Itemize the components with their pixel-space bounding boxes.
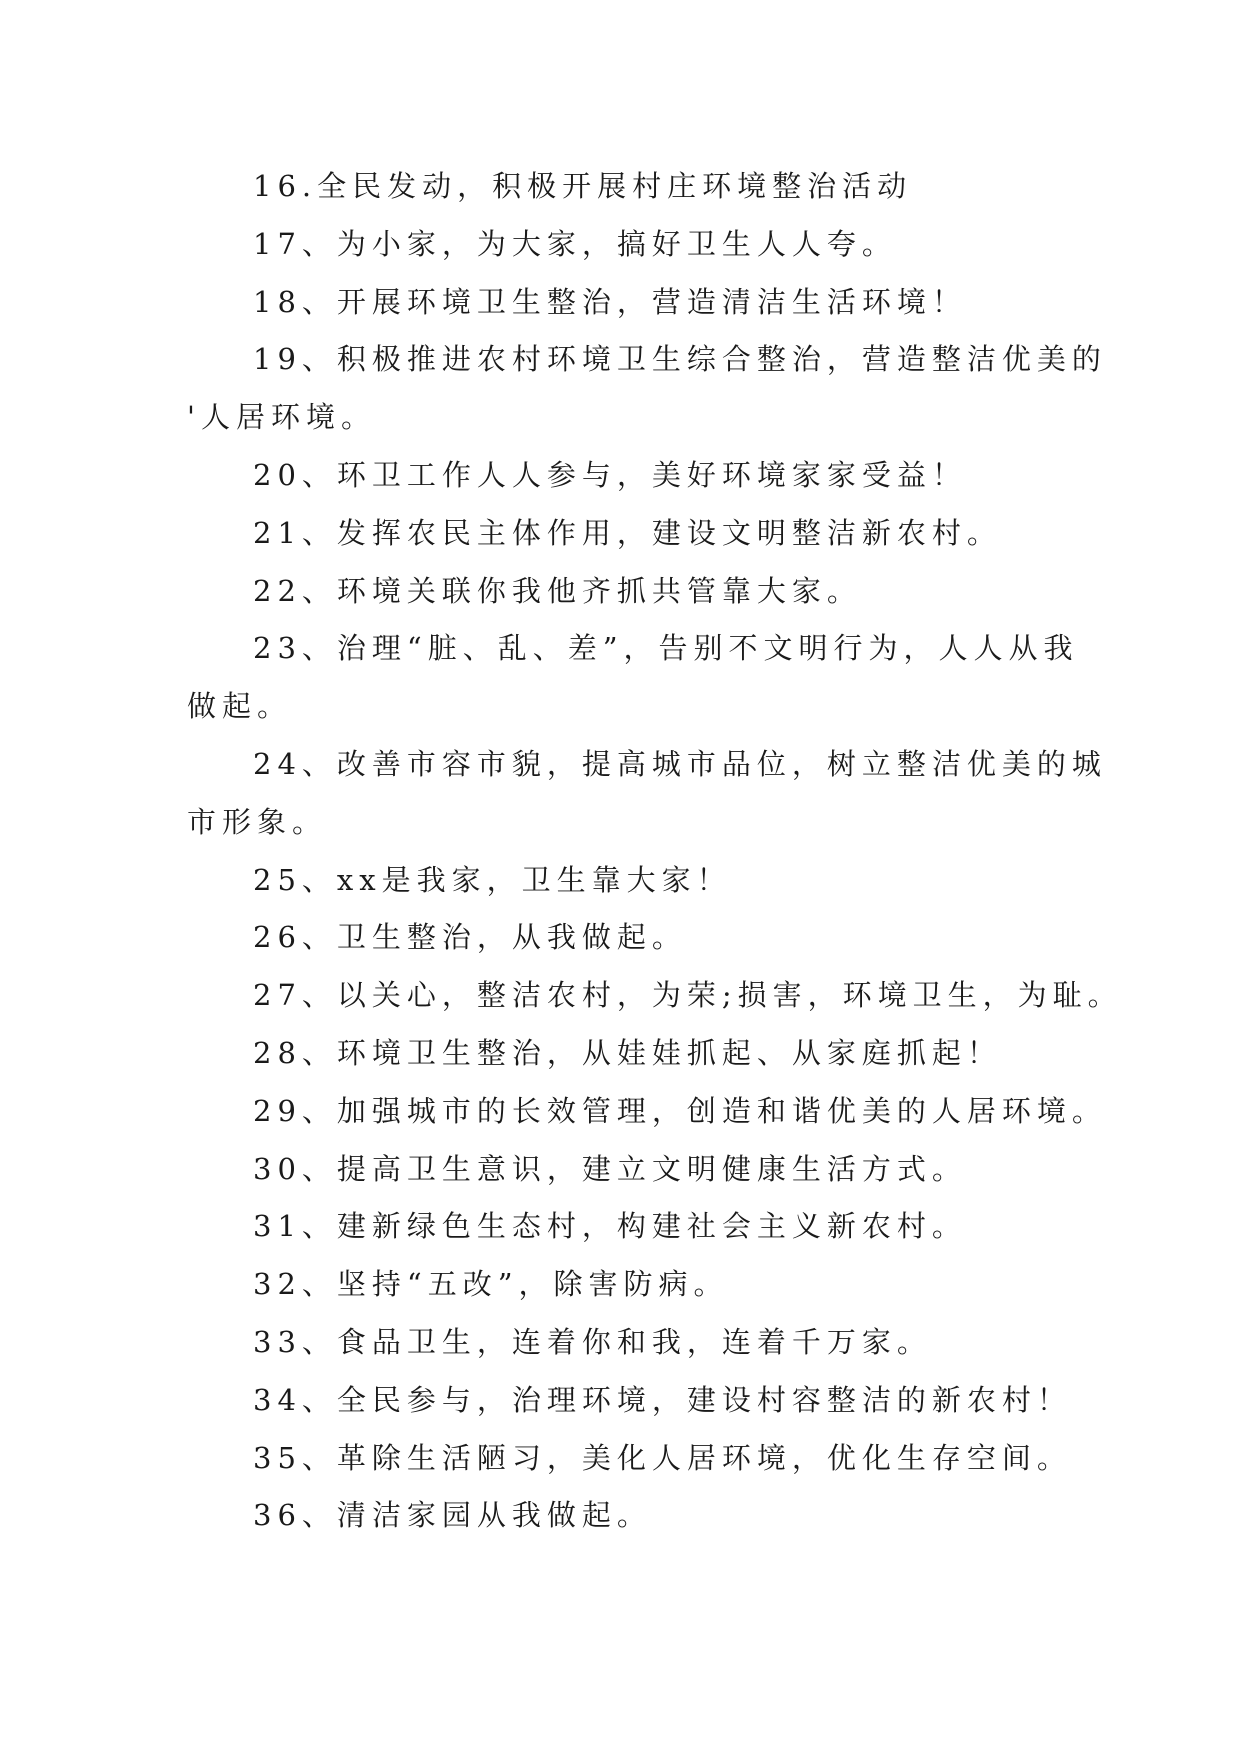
slogan-line: 36、清洁家园从我做起。 <box>253 1498 652 1533</box>
slogan-continuation-line: 做起。 <box>187 689 293 724</box>
slogan-line: 25、xx是我家，卫生靠大家！ <box>253 862 732 897</box>
slogan-line: 16.全民发动，积极开展村庄环境整治活动 <box>253 169 913 203</box>
slogan-line: 24、改善市容市貌，提高城市品位，树立整洁优美的城 <box>253 746 1107 781</box>
slogan-line: 22、环境关联你我他齐抓共管靠大家。 <box>253 573 862 608</box>
slogan-line: 19、积极推进农村环境卫生综合整治，营造整洁优美的 <box>253 342 1107 377</box>
slogan-line: 21、发挥农民主体作用，建设文明整洁新农村。 <box>253 515 1002 550</box>
slogan-line: 26、卫生整治，从我做起。 <box>253 920 687 955</box>
slogan-line: 23、治理“脏、乱、差”，告别不文明行为，人人从我 <box>253 631 1079 666</box>
slogan-line: 30、提高卫生意识，建立文明健康生活方式。 <box>253 1151 967 1186</box>
slogan-line: 34、全民参与，治理环境，建设村容整洁的新农村！ <box>253 1382 1072 1417</box>
slogan-line: 31、建新绿色生态村，构建社会主义新农村。 <box>253 1209 967 1244</box>
slogan-line: 27、以关心，整洁农村，为荣;损害，环境卫生，为耻。 <box>253 978 1123 1013</box>
slogan-list <box>187 158 1123 1545</box>
slogan-continuation-line: '人居环境。 <box>187 400 376 435</box>
slogan-line: 18、开展环境卫生整治，营造清洁生活环境！ <box>253 284 967 319</box>
slogan-line: 28、环境卫生整治，从娃娃抓起、从家庭抓起！ <box>253 1035 1002 1070</box>
slogan-line: 33、食品卫生，连着你和我，连着千万家。 <box>253 1324 932 1359</box>
slogan-line: 32、坚持“五改”，除害防病。 <box>253 1267 729 1302</box>
slogan-line: 35、革除生活陋习，美化人居环境，优化生存空间。 <box>253 1440 1072 1475</box>
slogan-line: 29、加强城市的长效管理，创造和谐优美的人居环境。 <box>253 1093 1107 1128</box>
slogan-line: 20、环卫工作人人参与，美好环境家家受益！ <box>253 457 967 492</box>
slogan-continuation-line: 市形象。 <box>187 804 328 839</box>
slogan-line: 17、为小家，为大家，搞好卫生人人夸。 <box>253 226 897 261</box>
